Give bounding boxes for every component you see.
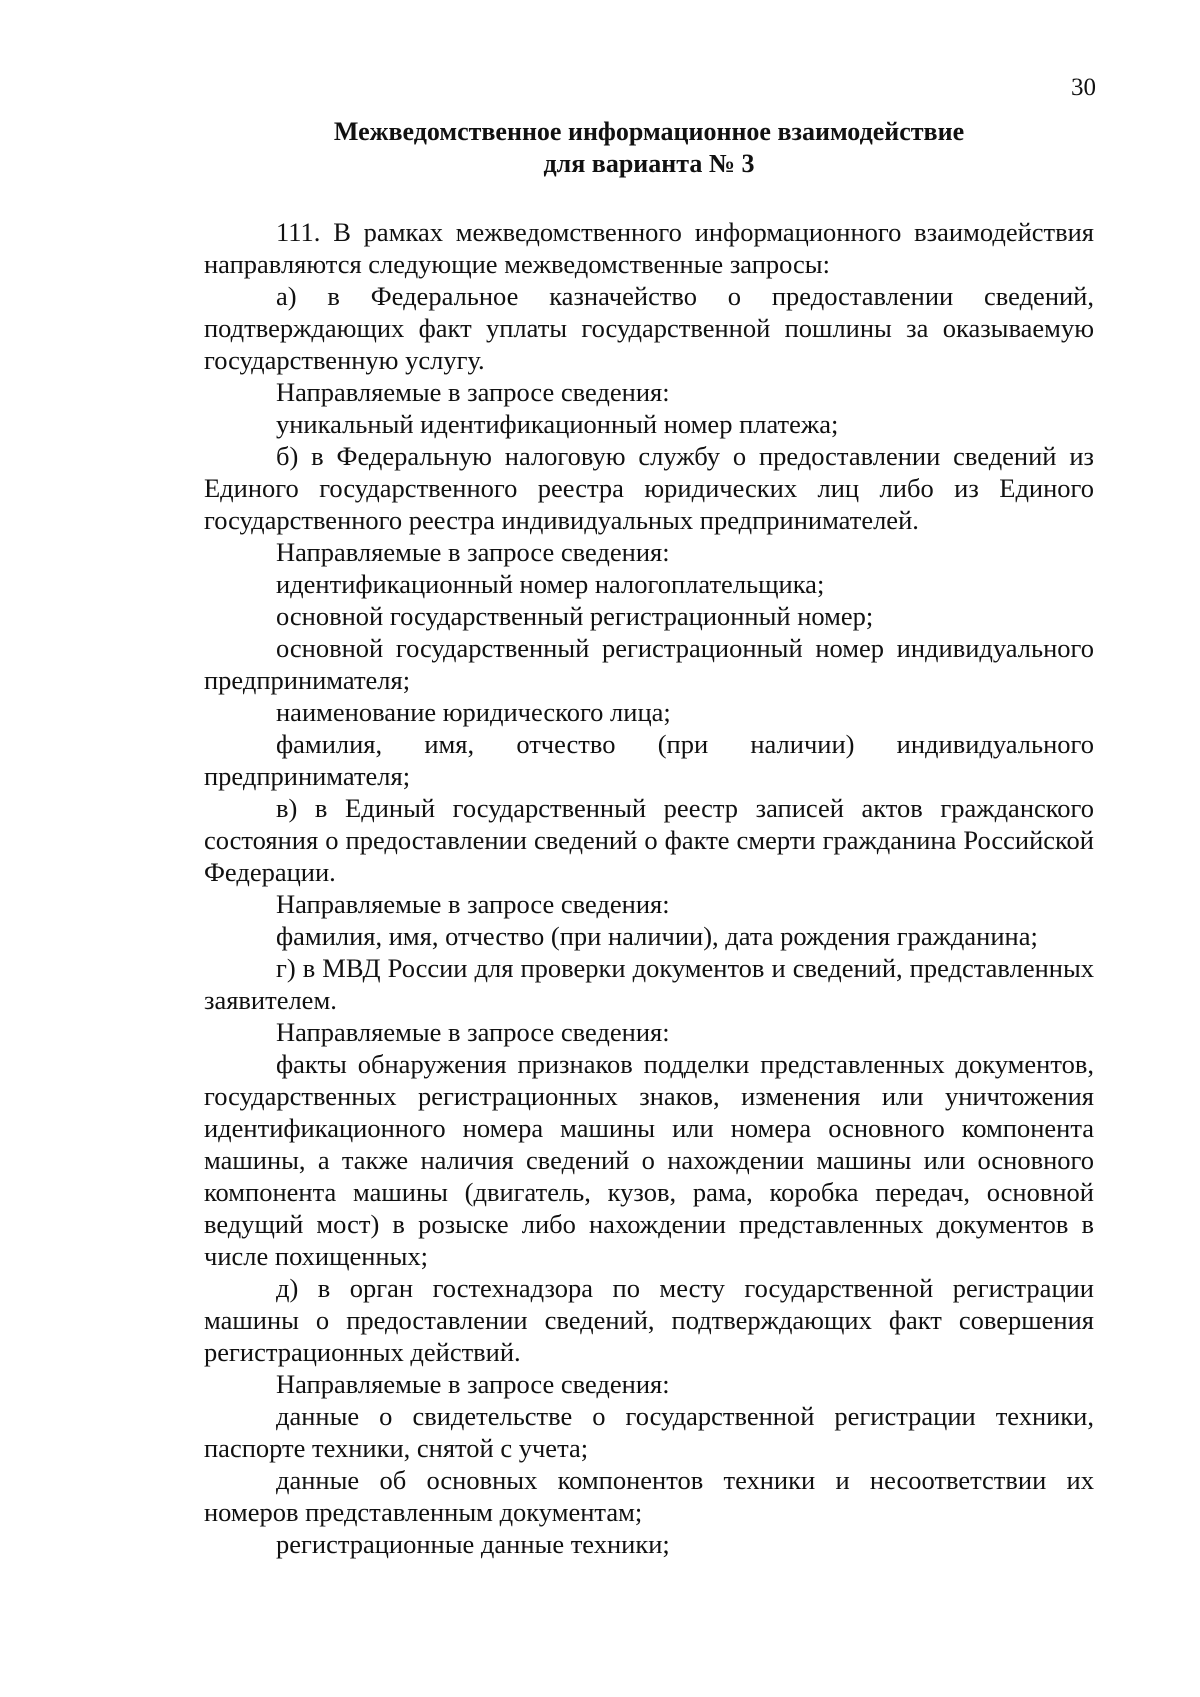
section-heading-line-1: Межведомственное информационное взаимодействие <box>333 117 965 146</box>
paragraph-legal-entity-name: наименование юридического лица; <box>276 697 671 727</box>
paragraph-inn: идентификационный номер налогоплательщика; <box>276 569 825 599</box>
paragraph-registration-certificate: данные о свидетельстве о государственной регистрации техники, паспорте техники, снятой с учета; <box>204 1401 1094 1463</box>
document-body <box>204 216 1094 1560</box>
paragraph-d-gostekhnadzor-request: д) в орган гостехнадзора по месту государственной регистрации машины о предоставлении сведений, подтверждающих факт совершения регистрационных действий. <box>204 1273 1094 1367</box>
section-heading <box>204 116 1094 180</box>
paragraph-ogrnip: основной государственный регистрационный номер индивидуального предпринимателя; <box>204 633 1094 695</box>
paragraph-request-data-label: Направляемые в запросе сведения: <box>276 889 670 919</box>
paragraph-a-treasury-request: а) в Федеральное казначейство о предоставлении сведений, подтверждающих факт уплаты государственной пошлины за оказываемую государственную услугу. <box>204 281 1094 375</box>
paragraph-ogrn: основной государственный регистрационный номер; <box>276 601 874 631</box>
paragraph-request-data-label: Направляемые в запросе сведения: <box>276 537 670 567</box>
paragraph-v-civil-registry-request: в) в Единый государственный реестр записей актов гражданского состояния о предоставлении сведений о факте смерти гражданина Российской Федерации. <box>204 793 1094 887</box>
section-heading-line-2: для варианта № 3 <box>543 149 755 178</box>
page-number: 30 <box>1071 74 1096 101</box>
paragraph-request-data-label: Направляемые в запросе сведения: <box>276 377 670 407</box>
paragraph-g-mvd-request: г) в МВД России для проверки документов и сведений, представленных заявителем. <box>204 953 1094 1015</box>
paragraph-components-data: данные об основных компонентов техники и несоответствии их номеров представленным документам; <box>204 1465 1094 1527</box>
paragraph-entrepreneur-name: фамилия, имя, отчество (при наличии) индивидуального предпринимателя; <box>204 729 1094 791</box>
paragraph-request-data-label: Направляемые в запросе сведения: <box>276 1017 670 1047</box>
paragraph-request-data-label: Направляемые в запросе сведения: <box>276 1369 670 1399</box>
paragraph-forgery-facts: факты обнаружения признаков подделки представленных документов, государственных регистрационных знаков, изменения или уничтожения идентификационного номера машины или номера основного компонента машины, а также наличия сведений о нахождении машины или основного компонента машины (двигатель, кузов, рама, коробка передач, основной ведущий мост) в розыске либо нахождении представленных документов в числе похищенных; <box>204 1049 1094 1271</box>
paragraph-b-tax-service-request: б) в Федеральную налоговую службу о предоставлении сведений из Единого государственного реестра юридических лиц либо из Единого государственного реестра индивидуальных предпринимателей. <box>204 441 1094 535</box>
paragraph-registration-data: регистрационные данные техники; <box>276 1529 670 1559</box>
paragraph-111: 111. В рамках межведомственного информационного взаимодействия направляются следующие межведомственные запросы: <box>204 217 1094 279</box>
paragraph-citizen-name-birthdate: фамилия, имя, отчество (при наличии), дата рождения гражданина; <box>276 921 1038 951</box>
paragraph-payment-id: уникальный идентификационный номер платежа; <box>276 409 839 439</box>
